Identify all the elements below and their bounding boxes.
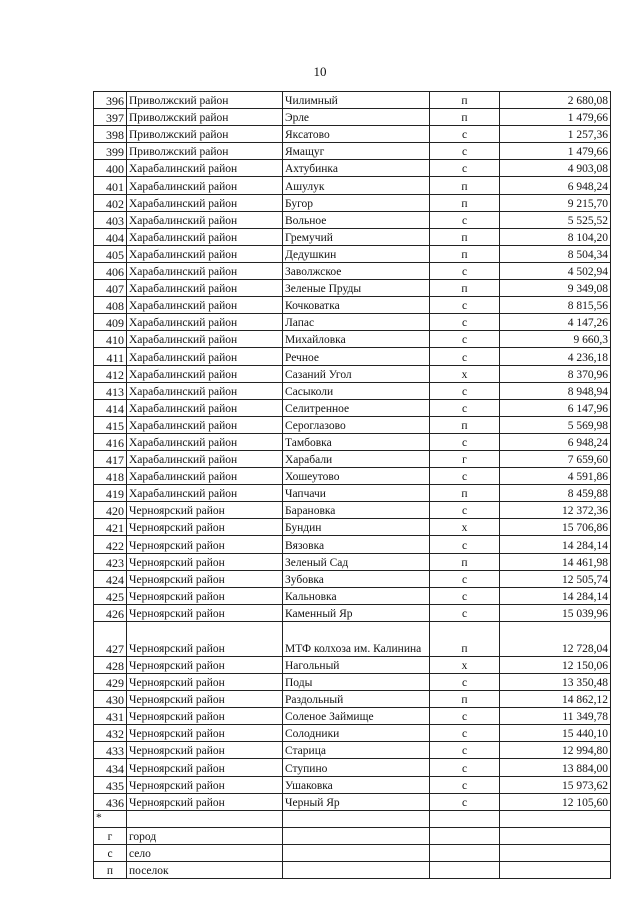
value-cell: 14 461,98 bbox=[500, 553, 611, 570]
settlement-cell: Речное bbox=[283, 348, 430, 365]
district-cell: Харабалинский район bbox=[127, 297, 283, 314]
settlement-type-cell: с bbox=[430, 759, 500, 776]
table-row bbox=[94, 621, 611, 656]
table-row bbox=[94, 297, 611, 314]
value-cell: 12 728,04 bbox=[500, 621, 611, 656]
district-cell: Харабалинский район bbox=[127, 468, 283, 485]
district-cell: Черноярский район bbox=[127, 604, 283, 621]
district-cell: Приволжский район bbox=[127, 143, 283, 160]
row-number: 412 bbox=[94, 365, 127, 382]
district-cell: Харабалинский район bbox=[127, 211, 283, 228]
settlement-cell: Бугор bbox=[283, 194, 430, 211]
table-row bbox=[94, 519, 611, 536]
settlement-cell: Ахтубинка bbox=[283, 160, 430, 177]
district-cell: Приволжский район bbox=[127, 92, 283, 109]
row-number: 419 bbox=[94, 485, 127, 502]
value-cell: 6 147,96 bbox=[500, 399, 611, 416]
district-cell: Черноярский район bbox=[127, 553, 283, 570]
district-cell: Харабалинский район bbox=[127, 365, 283, 382]
row-number: 408 bbox=[94, 297, 127, 314]
settlement-type-cell: с bbox=[430, 314, 500, 331]
row-number: 399 bbox=[94, 143, 127, 160]
settlement-type-cell: п bbox=[430, 416, 500, 433]
settlement-cell: Эрле bbox=[283, 109, 430, 126]
value-cell: 12 994,80 bbox=[500, 742, 611, 759]
settlement-type-cell: с bbox=[430, 160, 500, 177]
settlement-type-cell: п bbox=[430, 691, 500, 708]
settlement-type-cell: с bbox=[430, 399, 500, 416]
row-number: 426 bbox=[94, 604, 127, 621]
legend-meaning: поселок bbox=[127, 862, 283, 879]
table-row bbox=[94, 211, 611, 228]
settlement-cell: Михайловка bbox=[283, 331, 430, 348]
table-row bbox=[94, 416, 611, 433]
value-cell: 13 350,48 bbox=[500, 674, 611, 691]
settlement-cell: Ашулук bbox=[283, 177, 430, 194]
district-cell: Харабалинский район bbox=[127, 485, 283, 502]
settlement-cell: Заволжское bbox=[283, 262, 430, 279]
district-cell: Черноярский район bbox=[127, 742, 283, 759]
row-number: 425 bbox=[94, 587, 127, 604]
row-number: 433 bbox=[94, 742, 127, 759]
table-row bbox=[94, 365, 611, 382]
district-cell: Харабалинский район bbox=[127, 245, 283, 262]
settlement-cell: МТФ колхоза им. Калинина bbox=[283, 621, 430, 656]
table-row bbox=[94, 725, 611, 742]
district-cell: Черноярский район bbox=[127, 759, 283, 776]
district-cell: Черноярский район bbox=[127, 776, 283, 793]
settlement-type-cell: п bbox=[430, 109, 500, 126]
settlement-type-cell: с bbox=[430, 331, 500, 348]
empty-cell bbox=[430, 810, 500, 827]
district-cell: Харабалинский район bbox=[127, 450, 283, 467]
settlement-cell: Тамбовка bbox=[283, 433, 430, 450]
district-cell: Черноярский район bbox=[127, 570, 283, 587]
row-number: 398 bbox=[94, 126, 127, 143]
empty-cell bbox=[283, 810, 430, 827]
row-number: 420 bbox=[94, 502, 127, 519]
district-cell: Харабалинский район bbox=[127, 194, 283, 211]
row-number: 411 bbox=[94, 348, 127, 365]
value-cell: 8 459,88 bbox=[500, 485, 611, 502]
table-row bbox=[94, 92, 611, 109]
empty-cell bbox=[500, 862, 611, 879]
value-cell: 4 502,94 bbox=[500, 262, 611, 279]
table-row bbox=[94, 177, 611, 194]
row-number: 418 bbox=[94, 468, 127, 485]
table-row bbox=[94, 280, 611, 297]
district-cell: Черноярский район bbox=[127, 656, 283, 673]
settlement-cell: Зеленые Пруды bbox=[283, 280, 430, 297]
district-cell: Приволжский район bbox=[127, 109, 283, 126]
value-cell: 9 349,08 bbox=[500, 280, 611, 297]
row-number: 424 bbox=[94, 570, 127, 587]
row-number: 397 bbox=[94, 109, 127, 126]
legend-meaning: село bbox=[127, 844, 283, 861]
district-cell: Харабалинский район bbox=[127, 399, 283, 416]
settlement-type-cell: п bbox=[430, 92, 500, 109]
settlement-type-cell: п bbox=[430, 280, 500, 297]
district-cell: Харабалинский район bbox=[127, 382, 283, 399]
district-cell: Черноярский район bbox=[127, 708, 283, 725]
row-number: 427 bbox=[94, 621, 127, 656]
settlement-cell: Соленое Займище bbox=[283, 708, 430, 725]
row-number: 407 bbox=[94, 280, 127, 297]
table-row bbox=[94, 776, 611, 793]
value-cell: 8 104,20 bbox=[500, 228, 611, 245]
settlement-cell: Сазаний Угол bbox=[283, 365, 430, 382]
row-number: 417 bbox=[94, 450, 127, 467]
settlement-cell: Дедушкин bbox=[283, 245, 430, 262]
empty-cell bbox=[127, 810, 283, 827]
settlement-type-cell: п bbox=[430, 194, 500, 211]
settlement-type-cell: п bbox=[430, 177, 500, 194]
table-row bbox=[94, 109, 611, 126]
row-number: 405 bbox=[94, 245, 127, 262]
table-row bbox=[94, 314, 611, 331]
legend-row bbox=[94, 862, 611, 879]
settlement-type-cell: х bbox=[430, 365, 500, 382]
empty-cell bbox=[283, 827, 430, 844]
district-cell: Черноярский район bbox=[127, 691, 283, 708]
value-cell: 4 236,18 bbox=[500, 348, 611, 365]
settlement-cell: Ушаковка bbox=[283, 776, 430, 793]
settlement-cell: Барановка bbox=[283, 502, 430, 519]
value-cell: 12 150,06 bbox=[500, 656, 611, 673]
value-cell: 15 706,86 bbox=[500, 519, 611, 536]
value-cell: 8 948,94 bbox=[500, 382, 611, 399]
settlement-cell: Зеленый Сад bbox=[283, 553, 430, 570]
settlement-type-cell: с bbox=[430, 776, 500, 793]
row-number: 396 bbox=[94, 92, 127, 109]
settlement-cell: Чилимный bbox=[283, 92, 430, 109]
settlement-type-cell: с bbox=[430, 468, 500, 485]
row-number: 415 bbox=[94, 416, 127, 433]
value-cell: 11 349,78 bbox=[500, 708, 611, 725]
empty-cell bbox=[430, 844, 500, 861]
legend-row bbox=[94, 827, 611, 844]
row-number: 404 bbox=[94, 228, 127, 245]
district-cell: Харабалинский район bbox=[127, 177, 283, 194]
row-number: 410 bbox=[94, 331, 127, 348]
row-number: 401 bbox=[94, 177, 127, 194]
settlement-cell: Черный Яр bbox=[283, 793, 430, 810]
settlement-cell: Раздольный bbox=[283, 691, 430, 708]
settlement-cell: Кочковатка bbox=[283, 297, 430, 314]
row-number: 406 bbox=[94, 262, 127, 279]
row-number: 403 bbox=[94, 211, 127, 228]
table-row bbox=[94, 604, 611, 621]
row-number: 428 bbox=[94, 656, 127, 673]
footnote-marker: * bbox=[94, 810, 127, 827]
row-number: 432 bbox=[94, 725, 127, 742]
settlement-cell: Зубовка bbox=[283, 570, 430, 587]
row-number: 435 bbox=[94, 776, 127, 793]
empty-cell bbox=[430, 827, 500, 844]
settlement-type-cell: п bbox=[430, 228, 500, 245]
value-cell: 5 525,52 bbox=[500, 211, 611, 228]
value-cell: 12 105,60 bbox=[500, 793, 611, 810]
settlement-type-cell: с bbox=[430, 674, 500, 691]
settlement-type-cell: с bbox=[430, 725, 500, 742]
value-cell: 14 284,14 bbox=[500, 536, 611, 553]
settlement-type-cell: с bbox=[430, 570, 500, 587]
table-row bbox=[94, 691, 611, 708]
district-cell: Черноярский район bbox=[127, 725, 283, 742]
value-cell: 8 815,56 bbox=[500, 297, 611, 314]
value-cell: 1 479,66 bbox=[500, 109, 611, 126]
settlement-type-cell: х bbox=[430, 656, 500, 673]
settlement-cell: Ступино bbox=[283, 759, 430, 776]
district-cell: Черноярский район bbox=[127, 587, 283, 604]
table-row bbox=[94, 570, 611, 587]
district-cell: Черноярский район bbox=[127, 519, 283, 536]
settlement-type-cell: с bbox=[430, 126, 500, 143]
value-cell: 12 372,36 bbox=[500, 502, 611, 519]
row-number: 421 bbox=[94, 519, 127, 536]
table-row bbox=[94, 262, 611, 279]
settlement-type-cell: х bbox=[430, 519, 500, 536]
settlement-type-cell: с bbox=[430, 382, 500, 399]
value-cell: 15 440,10 bbox=[500, 725, 611, 742]
page-number: 10 bbox=[313, 64, 327, 79]
settlement-type-cell: п bbox=[430, 485, 500, 502]
settlement-type-cell: п bbox=[430, 621, 500, 656]
row-number: 434 bbox=[94, 759, 127, 776]
settlement-cell: Лапас bbox=[283, 314, 430, 331]
table-row bbox=[94, 708, 611, 725]
district-cell: Черноярский район bbox=[127, 536, 283, 553]
settlement-cell: Харабали bbox=[283, 450, 430, 467]
value-cell: 6 948,24 bbox=[500, 433, 611, 450]
value-cell: 1 479,66 bbox=[500, 143, 611, 160]
value-cell: 14 284,14 bbox=[500, 587, 611, 604]
district-cell: Харабалинский район bbox=[127, 348, 283, 365]
legend-row bbox=[94, 844, 611, 861]
settlement-cell: Старица bbox=[283, 742, 430, 759]
row-number: 423 bbox=[94, 553, 127, 570]
value-cell: 8 504,34 bbox=[500, 245, 611, 262]
district-cell: Харабалинский район bbox=[127, 228, 283, 245]
table-row bbox=[94, 194, 611, 211]
district-cell: Харабалинский район bbox=[127, 160, 283, 177]
settlement-type-cell: п bbox=[430, 245, 500, 262]
row-number: 430 bbox=[94, 691, 127, 708]
value-cell: 1 257,36 bbox=[500, 126, 611, 143]
district-cell: Харабалинский район bbox=[127, 280, 283, 297]
value-cell: 4 591,86 bbox=[500, 468, 611, 485]
table-row bbox=[94, 450, 611, 467]
settlement-type-cell: с bbox=[430, 348, 500, 365]
settlement-cell: Вольное bbox=[283, 211, 430, 228]
settlement-cell: Ямащуг bbox=[283, 143, 430, 160]
empty-cell bbox=[500, 827, 611, 844]
settlement-type-cell: с bbox=[430, 793, 500, 810]
settlement-cell: Селитренное bbox=[283, 399, 430, 416]
district-cell: Черноярский район bbox=[127, 502, 283, 519]
row-number: 413 bbox=[94, 382, 127, 399]
settlement-type-cell: с bbox=[430, 262, 500, 279]
value-cell: 13 884,00 bbox=[500, 759, 611, 776]
district-cell: Приволжский район bbox=[127, 126, 283, 143]
settlement-type-cell: п bbox=[430, 553, 500, 570]
settlement-cell: Каменный Яр bbox=[283, 604, 430, 621]
settlement-type-cell: с bbox=[430, 297, 500, 314]
table-row bbox=[94, 793, 611, 810]
settlement-cell: Вязовка bbox=[283, 536, 430, 553]
legend-meaning: город bbox=[127, 827, 283, 844]
settlement-type-cell: с bbox=[430, 143, 500, 160]
district-cell: Черноярский район bbox=[127, 793, 283, 810]
settlement-cell: Сасыколи bbox=[283, 382, 430, 399]
settlement-cell: Гремучий bbox=[283, 228, 430, 245]
district-cell: Харабалинский район bbox=[127, 331, 283, 348]
table-row bbox=[94, 348, 611, 365]
settlement-type-cell: с bbox=[430, 742, 500, 759]
value-cell: 12 505,74 bbox=[500, 570, 611, 587]
legend-abbreviation: г bbox=[94, 827, 127, 844]
value-cell: 8 370,96 bbox=[500, 365, 611, 382]
table-row bbox=[94, 674, 611, 691]
value-cell: 6 948,24 bbox=[500, 177, 611, 194]
district-cell: Харабалинский район bbox=[127, 416, 283, 433]
value-cell: 15 973,62 bbox=[500, 776, 611, 793]
value-cell: 14 862,12 bbox=[500, 691, 611, 708]
value-cell: 9 660,3 bbox=[500, 331, 611, 348]
table-row bbox=[94, 468, 611, 485]
value-cell: 4 903,08 bbox=[500, 160, 611, 177]
table-row bbox=[94, 502, 611, 519]
settlement-cell: Солодники bbox=[283, 725, 430, 742]
value-cell: 15 039,96 bbox=[500, 604, 611, 621]
settlement-cell: Кальновка bbox=[283, 587, 430, 604]
row-number: 409 bbox=[94, 314, 127, 331]
settlement-type-cell: с bbox=[430, 536, 500, 553]
table-row bbox=[94, 553, 611, 570]
settlement-type-cell: с bbox=[430, 587, 500, 604]
settlement-cell: Чапчачи bbox=[283, 485, 430, 502]
table-row bbox=[94, 399, 611, 416]
row-number: 431 bbox=[94, 708, 127, 725]
settlement-cell: Бундин bbox=[283, 519, 430, 536]
table-row bbox=[94, 331, 611, 348]
table-row bbox=[94, 485, 611, 502]
value-cell: 7 659,60 bbox=[500, 450, 611, 467]
value-cell: 5 569,98 bbox=[500, 416, 611, 433]
table-row bbox=[94, 143, 611, 160]
legend-abbreviation: с bbox=[94, 844, 127, 861]
settlement-type-cell: с bbox=[430, 211, 500, 228]
settlement-type-cell: с bbox=[430, 433, 500, 450]
settlement-type-cell: с bbox=[430, 708, 500, 725]
empty-cell bbox=[500, 810, 611, 827]
table-row bbox=[94, 656, 611, 673]
district-cell: Харабалинский район bbox=[127, 314, 283, 331]
table-row bbox=[94, 759, 611, 776]
table-row bbox=[94, 228, 611, 245]
settlement-cell: Сероглазово bbox=[283, 416, 430, 433]
table-row bbox=[94, 382, 611, 399]
district-cell: Черноярский район bbox=[127, 621, 283, 656]
district-cell: Харабалинский район bbox=[127, 433, 283, 450]
table-row bbox=[94, 433, 611, 450]
row-number: 429 bbox=[94, 674, 127, 691]
footnote-row bbox=[94, 810, 611, 827]
row-number: 402 bbox=[94, 194, 127, 211]
row-number: 416 bbox=[94, 433, 127, 450]
row-number: 414 bbox=[94, 399, 127, 416]
legend-abbreviation: п bbox=[94, 862, 127, 879]
table-row bbox=[94, 536, 611, 553]
empty-cell bbox=[430, 862, 500, 879]
empty-cell bbox=[283, 862, 430, 879]
settlement-cell: Яксатово bbox=[283, 126, 430, 143]
settlement-type-cell: с bbox=[430, 502, 500, 519]
settlement-type-cell: с bbox=[430, 604, 500, 621]
value-cell: 4 147,26 bbox=[500, 314, 611, 331]
district-cell: Харабалинский район bbox=[127, 262, 283, 279]
empty-cell bbox=[500, 844, 611, 861]
table-row bbox=[94, 160, 611, 177]
settlement-cell: Нагольный bbox=[283, 656, 430, 673]
row-number: 400 bbox=[94, 160, 127, 177]
table-row bbox=[94, 245, 611, 262]
value-cell: 2 680,08 bbox=[500, 92, 611, 109]
settlements-table bbox=[93, 91, 611, 879]
table-row bbox=[94, 742, 611, 759]
row-number: 436 bbox=[94, 793, 127, 810]
settlement-cell: Хошеутово bbox=[283, 468, 430, 485]
value-cell: 9 215,70 bbox=[500, 194, 611, 211]
settlement-type-cell: г bbox=[430, 450, 500, 467]
empty-cell bbox=[283, 844, 430, 861]
settlement-cell: Поды bbox=[283, 674, 430, 691]
row-number: 422 bbox=[94, 536, 127, 553]
table-row bbox=[94, 126, 611, 143]
district-cell: Черноярский район bbox=[127, 674, 283, 691]
table-row bbox=[94, 587, 611, 604]
